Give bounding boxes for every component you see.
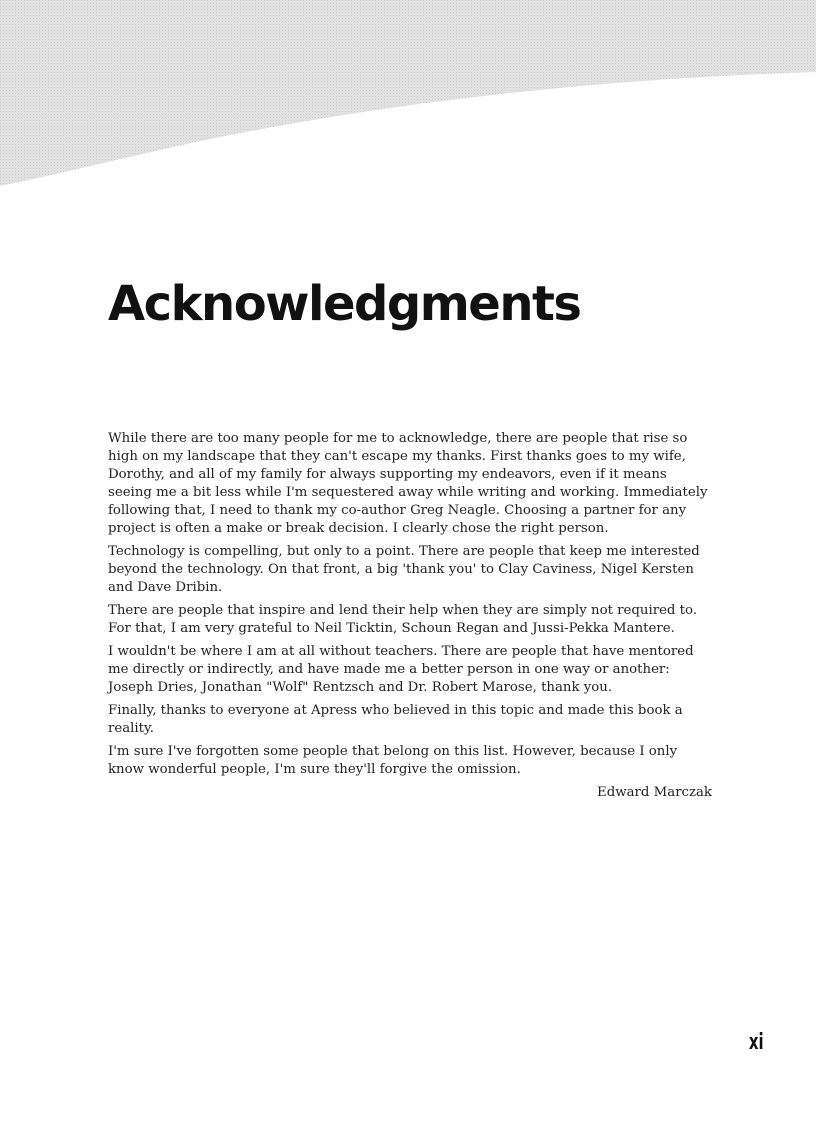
page-number: xi (749, 1030, 764, 1055)
paragraph: I'm sure I've forgotten some people that belong on this list. However, because I only know wonderful people, I'm sure they'll forgive the omission. (108, 744, 678, 777)
paragraph: I wouldn't be where I am at all without teachers. There are people that have mentored me directly or indirectly, and have made me a better person in one way or another: Joseph Dries, Jonathan "Wolf" Rentzsch and Dr. Robert Marose, thank you. (108, 644, 694, 695)
paragraph: There are people that inspire and lend their help when they are simply not required to. For that, I am very grateful to Neil Ticktin, Schoun Regan and Jussi-Pekka Mantere. (108, 603, 698, 636)
acknowledgments-body (108, 430, 712, 807)
paragraph: While there are too many people for me to acknowledge, there are people that rise so high on my landscape that they can't escape my thanks. First thanks goes to my wife, Dorothy, and all of my family for always supporting my endeavors, even if it means seeing me a bit less while I'm sequestered away while writing and working. Immediately following that, I need to thank my co-author Greg Neagle. Choosing a partner for any project is often a make or break decision. I clearly chose the right person. (108, 431, 708, 536)
paragraph: Finally, thanks to everyone at Apress who believed in this topic and made this book a reality. (108, 703, 683, 736)
author-signature: Edward Marczak (597, 785, 712, 800)
decorative-header-swoosh (0, 0, 816, 200)
page-title: Acknowledgments (108, 276, 581, 332)
paragraph: Technology is compelling, but only to a point. There are people that keep me interested beyond the technology. On that front, a big 'thank you' to Clay Caviness, Nigel Kersten and Dave Dribin. (108, 544, 700, 595)
